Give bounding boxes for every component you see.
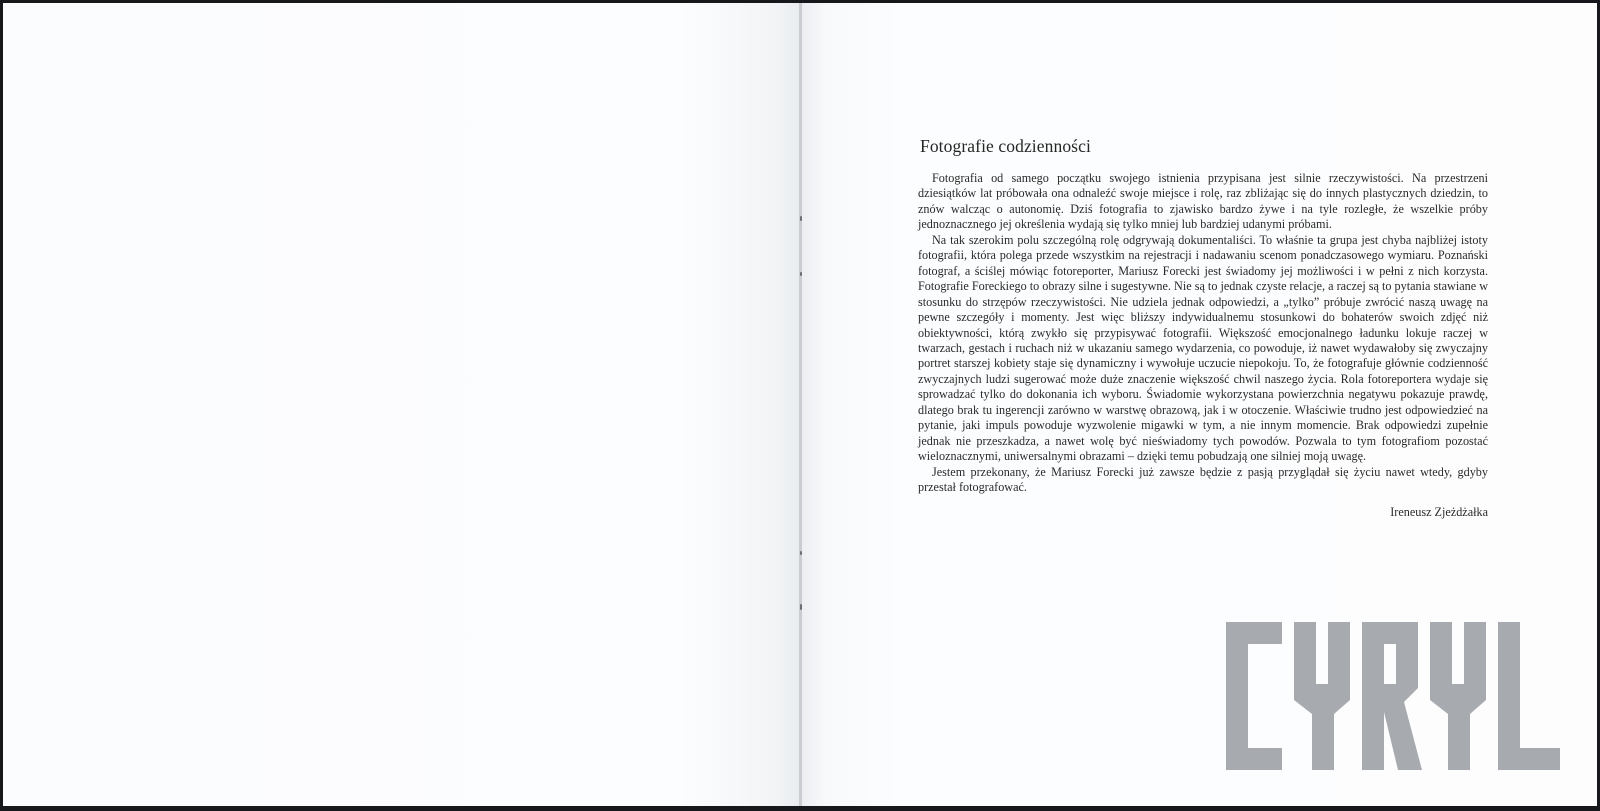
dust-speck: [800, 604, 802, 610]
dust-speck: [800, 272, 802, 276]
essay-paragraph-3: Jestem przekonany, że Mariusz Forecki już zawsze będzie z pasją przyglądał się życiu nawet wtedy, gdyby przestał fotografować.: [918, 464, 1488, 495]
author-signature: Ireneusz Zjeżdżałka: [1390, 504, 1488, 519]
essay-title: Fotografie codzienności: [920, 136, 1091, 156]
essay-text-block: [918, 136, 1488, 520]
dust-speck: [800, 216, 802, 221]
essay-paragraph-1: Fotografia od samego początku swojego istnienia przypisana jest silnie rzeczywistości. Na przestrzeni dziesiątków lat próbowała ona odnaleźć swoje miejsce i rolę, raz zbliżając się do innych plastycznych dziedzin, to znów walcząc o autonomię. Dziś fotografia to zjawisko bardzo żywe i na tyle rozległe, że wszelkie próby jednoznacznego jej określenia wydają się tylko mniej lub bardziej udanymi próbami.: [918, 171, 1488, 232]
left-page-blank: [3, 3, 800, 806]
dust-speck: [800, 551, 802, 555]
essay-paragraph-2: Na tak szerokim polu szczególną rolę odgrywają dokumentaliści. To właśnie ta grupa jest chyba najbliżej istoty fotografii, która polega przede wszystkim na rejestracji i nadawaniu scenom ponadczasowego wymiaru. Poznański fotograf, a ściślej mówiąc fotoreporter, Mariusz Forecki jest świadomy jej możliwości i w pełni z nich korzysta. Fotografie Foreckiego to obrazy silne i sugestywne. Nie są to jednak czyste relacje, a raczej są to pytania stawiane w stosunku do strzępów rzeczywistości. Nie udziela jednak odpowiedzi, a „tylko” próbuje zwrócić naszą uwagę na pewne szczegóły i momenty. Jest więc bliższy indywidualnemu stosunkowi do bohaterów swoich zdjęć niż obiektywności, którą zwykło się przypisywać fotografii. Większość emocjonalnego ładunku lokuje raczej w twarzach, gestach i ruchach niż w ukazaniu samego wydarzenia, co powoduje, iż nawet wydawałoby się zwyczajny portret starszej kobiety staje się dynamiczny i wywołuje uczucie niepokoju. To, że fotografuje głównie codzienność zwyczajnych ludzi sugerować może duże znaczenie większość chwil naszego życia. Rola fotoreportera wydaje się sprowadzać tylko do dokonania ich wyboru. Świadomie wykorzystana powierzchnia negatywu pokazuje prawdę, dlatego brak tu ingerencji zarówno w warstwę obrazową, jak i w otoczenie. Właściwie trudno jest odpowiedzieć na pytanie, jaki impuls powoduje wyzwolenie migawki w tym, a nie innym momencie. Brak odpowiedzi zupełnie jednak nie przeszkadza, a nawet wolę być nieświadomy tych powodów. Pozwala to tym fotografiom pozostać wieloznacznymi, uniwersalnymi obrazami – dzięki temu pobudzają one silniej moją uwagę.: [918, 232, 1488, 464]
cyryl-watermark-logo: [1226, 622, 1560, 770]
